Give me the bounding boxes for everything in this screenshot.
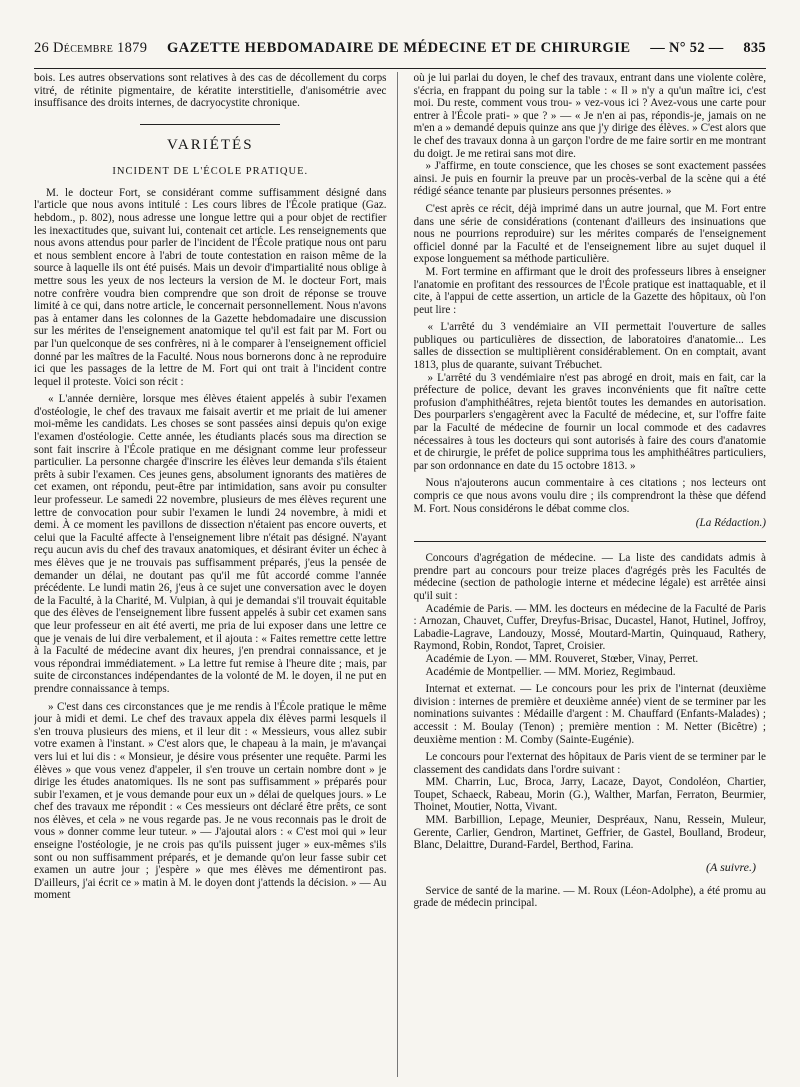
quoted-letter-paragraph: » J'affirme, en toute conscience, que les choses se sont exactement passées ainsi. Je puis en fournir la preuve par un procès-verbal de la scène qui a été rédigé séance tenante par plusieurs personnes présentes. » <box>413 160 766 198</box>
article-subtitle: INCIDENT DE L'ÉCOLE PRATIQUE. <box>112 165 309 177</box>
citation-paragraph: « L'arrêté du 3 vendémiaire an VII permettait l'ouverture de salles publiques ou particulières de dissection, de laboratoires d'anatomie... Les salles de dissection se multiplièrent considérablement. On en comptait, avant 1813, plus de quarante, suivant Trébuchet. <box>413 321 766 372</box>
quoted-letter-paragraph: où je lui parlai du doyen, le chef des travaux, entrant dans une violente colère, s'écria, en frappant du poing sur la table : « Il » n'y a qu'un maître ici, c'est moi. Du reste, comment vous trou- » vez-vous ici ? Avez-vous une carte pour entrer à l'École prati- » que ? » — « Je n'en ai pas, répondis-je, jamais on ne m'en a » demandé depuis quinze ans que j'y dirige des élèves. » C'est alors que le chef des travaux donna à un garçon l'ordre de me faire sortir en me montrant du doigt. Je me retirai sans mot dire. <box>413 72 766 160</box>
article-paragraph: M. Fort termine en affirmant que le droit des professeurs libres à enseigner l'anatomie en profitant des ressources de l'École pratique est inattaquable, et il cite, à l'appui de cette assertion, un article de la Gazette des hôpitaux, où l'on peut lire : <box>413 265 766 316</box>
page-header <box>34 40 766 69</box>
news-paragraph: Internat et externat. — Le concours pour les prix de l'internat (deuxième division : internes de première et deuxième année) vient de se terminer par les nominations suivantes : Médaille d'argent : M. Chauffard (Enfants-Malades) ; accessit : M. Boulay (Tenon) ; première mention : M. Netter (Bicêtre) ; deuxième mention : M. Comby (Sainte-Eugénie). <box>413 683 766 746</box>
issue-number: — N° 52 — <box>650 40 724 56</box>
candidate-list: MM. Barbillion, Lepage, Meunier, Despréaux, Nanu, Ressein, Muleur, Gerente, Carlier, Gendron, Martinet, Geffrier, de Gastel, Boulland, Brodeur, Blanc, Delaittre, Durand-Fardel, Berthod, Farina. <box>413 814 766 852</box>
citation-paragraph: » L'arrêté du 3 vendémiaire n'est pas abrogé en droit, mais en fait, car la préfecture de police, devant les graves inconvénients que fit naître cette profusion d'amphithéâtres, rejeta bientôt toutes les demandes en autorisation. Des pourparlers s'engagèrent avec la Faculté de médecine, et, sur l'offre faite par la Faculté de médecine de fournir un local commode et des cadavres nécessaires à tous les docteurs qui sont autorisés à faire des cours d'anatomie et de chirurgie, le préfet de police supprima tous les amphithéâtres particuliers, par son ordonnance en date du 15 octobre 1813. » <box>413 371 766 472</box>
news-paragraph: Service de santé de la marine. — M. Roux (Léon-Adolphe), a été promu au grade de médecin principal. <box>413 884 766 910</box>
news-paragraph: Concours d'agrégation de médecine. — La liste des candidats admis à prendre part au concours pour treize places d'agrégés près les Facultés de médecine (section de pathologie interne et médecine légale) est arrêtée ainsi qu'il suit : <box>413 552 766 602</box>
section-divider <box>140 124 280 125</box>
news-paragraph: Académie de Paris. — MM. les docteurs en médecine de la Faculté de Paris : Arnozan, Chauvet, Cuffer, Dreyfus-Brisac, Ducastel, Hanot, Hutinel, Joffroy, Labadie-Lagrave, Landouzy, Mossé, Moutard-Martin, Quinquaud, Rathery, Raymond, Robin, Rondot, Tapret, Croisier. <box>413 602 766 653</box>
intro-paragraph: bois. Les autres observations sont relatives à des cas de décollement du corps vitré, de rétinite pigmentaire, de kératite interstitielle, d'anisométrie avec insuffisance des droits internes, de dacryocystite chronique. <box>34 72 387 110</box>
to-be-continued: (A suivre.) <box>706 859 756 874</box>
left-column <box>34 72 398 1077</box>
news-paragraph: Académie de Montpellier. — MM. Moriez, Regimbaud. <box>425 665 676 678</box>
journal-title: GAZETTE HEBDOMADAIRE DE MÉDECINE ET DE CHIRURGIE <box>166 40 631 56</box>
signature: (La Rédaction.) <box>695 517 766 530</box>
article-paragraph: Nous n'ajouterons aucun commentaire à ces citations ; nos lecteurs ont compris ce que nous avons voulu dire ; ils comprendront la thèse que défend M. Fort. Nous considérons le débat comme clos. <box>413 477 766 515</box>
quoted-letter-paragraph: » C'est dans ces circonstances que je me rendis à l'École pratique le même jour à midi et demi. Le chef des travaux appela dix élèves parmi lesquels il s'en trouva plusieurs des miens, et il leur dit : « Messieurs, vous allez subir votre examen à l'instant. » C'est alors que, le chapeau à la main, je m'avançai vers lui et lui dis : « Monsieur, je désire vous présenter une requête. Parmi les élèves » que vous venez d'appeler, il s'en trouve un certain nombre dont » je dirige les études anatomiques. Ils ne sont pas suffisamment » préparés pour subir l'examen, et je vous demande pour eux un » délai de quelques jours. » Le chef des travaux me répondit : « Ces messieurs ont déclaré être prêts, ce sont nos élèves, et cela » ne vous regarde pas. Je ne vous reconnais pas le droit de vous » donner comme leur tuteur. » — J'ajoutai alors : « C'est moi qui » leur enseigne l'ostéologie, je ne crois pas qu'ils puissent juger » eux-mêmes s'ils sont ou non suffisamment préparés, et je demande qu'on leur fasse subir cet examen un autre jour ; j'espère » que mes élèves me démentiront pas. D'ailleurs, j'ai écrit ce » matin à M. le doyen dont j'attends la décision. » — Au moment <box>34 700 387 902</box>
news-paragraph: Académie de Lyon. — MM. Rouveret, Stœber, Vinay, Perret. <box>425 652 699 665</box>
article-paragraph: C'est après ce récit, déjà imprimé dans un autre journal, que M. Fort entre dans une série de considérations (contenant d'ailleurs des insinuations que nous ne pourrions reproduire) sur les mérites comparés de l'enseignement officiel donné par la Faculté et de l'enseignement libre au sujet duquel il expose longuement sa méthode particulière. <box>413 202 766 266</box>
news-paragraph: Le concours pour l'externat des hôpitaux de Paris vient de se terminer par le classement des candidats dans l'ordre suivant : <box>413 751 766 776</box>
candidate-list: MM. Charrin, Luc, Broca, Jarry, Lacaze, Dayot, Condoléon, Chartier, Toupet, Schaeck, Rabeau, Morin (G.), Walther, Marfan, Ferraton, Beurmier, Thoinet, Moutier, Notta, Vivant. <box>413 776 766 814</box>
text-columns <box>34 72 766 1077</box>
quoted-letter-paragraph: « L'année dernière, lorsque mes élèves étaient appelés à subir l'examen d'ostéologie, le chef des travaux me faisait avertir et me priait de lui amener moi-même les candidats. Les choses se sont passées ainsi depuis qu'on exige l'examen d'ostéologie. Cette année, les étudiants placés sous ma direction se sont fait inscrire à l'École pratique en me désignant comme leur professeur particulier. La personne chargée d'inscrire les élèves leur demanda s'ils étaient prêts à subir l'examen. Ces jeunes gens, absolument ignorants des matières de cet examen, ont répondu, peut-être par intimidation, sans avoir pu consulter leur professeur. Le samedi 22 novembre, plusieurs de mes élèves reçurent une lettre de convocation pour subir l'examen le lundi 24 novembre, à midi et demi. À ce moment les pavillons de dissection n'étaient pas encore ouverts, et celui que la Faculté affecte à l'enseignement libre n'était pas désigné. N'ayant reçu aucun avis du chef des travaux anatomiques, et désirant éviter un échec à mes élèves que je ne trouvais pas suffisamment préparés, j'eus la pensée de demander un délai, ne doutant pas qu'il me fût accordé comme l'année précédente. Le lundi matin 26, j'eus à ce sujet une conversation avec le doyen de la Faculté, à la Charité, M. Vulpian, à qui je demandai s'il trouvait équitable que des élèves de l'enseignement libre fussent appelés à subir cet examen sans que leur professeur en ait été averti, me pria de lui exposer dans une lettre ce que je venais de lui dire verbalement, et il ajouta : « Faites remettre cette lettre à la Faculté de médecine avant dix heures, j'en prendrai connaissance, et je vous répondrai immédiatement. » La lettre fut remise à l'heure dite ; mais, par suite de circonstances indépendantes de la volonté de M. le doyen, il ne put en prendre connaissance à temps. <box>34 393 387 695</box>
right-column <box>414 72 767 1077</box>
section-title: VARIÉTÉS <box>166 136 254 153</box>
section-divider <box>414 541 767 542</box>
header-date: 26 Décembre 1879 <box>34 40 148 56</box>
article-paragraph: M. le docteur Fort, se considérant comme suffisamment désigné dans l'article que nous avons intitulé : Les cours libres de l'École pratique (Gaz. hebdom., p. 802), nous adresse une longue lettre qui a pour objet de rectifier les inexactitudes que, suivant lui, contenait cet article. Les renseignements que nous avons attendus pour parler de l'incident de l'École pratique nous ont paru et nous semblent encore à l'abri de toute contestation en raison même de la source à laquelle ils ont été puisés. Mais un devoir d'impartialité nous oblige à mettre sous les yeux de nos lecteurs la version de M. le docteur Fort, mais notre confrère voudra bien comprendre que son droit de réponse se trouve limité à ce qui, dans notre article, le concernait personnellement. Nous n'avons pas à entamer dans les colonnes de la Gazette hebdomadaire une discussion sur les mérites de l'enseignement anatomique tel qu'il est fait par M. Fort ou par l'un quelconque de ses confrères, ni à le comparer à l'enseignement officiel donné par les maîtres de la Faculté. Nous nous bornerons donc à ne reproduire ici que les passages de la lettre de M. Fort qui ont trait à l'incident contre lequel il proteste. Voici son récit : <box>34 186 387 388</box>
page-number: 835 <box>743 40 766 56</box>
